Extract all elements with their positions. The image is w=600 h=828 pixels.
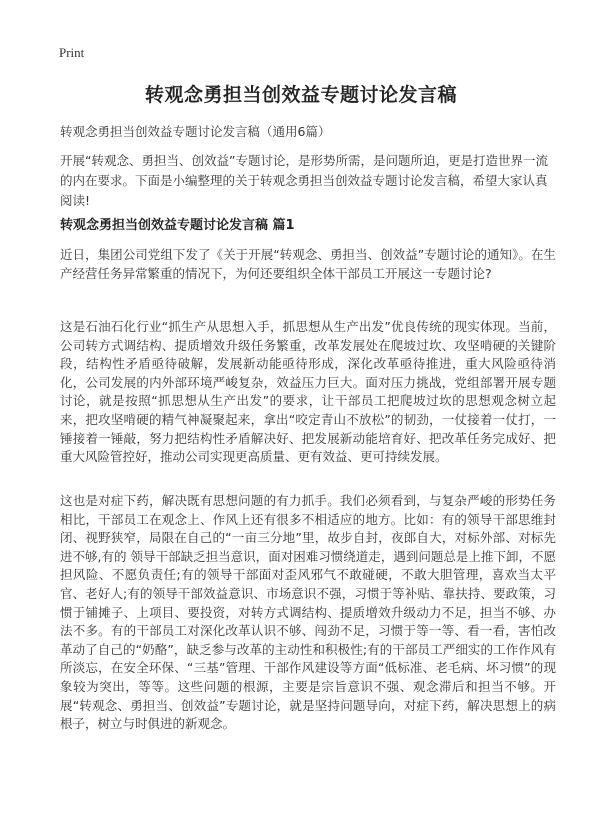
document-subtitle: 转观念勇担当创效益专题讨论发言稿（通用6篇）	[60, 124, 331, 139]
page-title: 转观念勇担当创效益专题讨论发言稿	[144, 84, 457, 106]
intro-paragraph: 开展“转观念、勇担当、创效益”专题讨论，是形势所需，是问题所迫，更是打造世界一流的内在要求。下面是小编整理的关于转观念勇担当创效益专题讨论发言稿，希望大家认真阅读!	[60, 153, 548, 208]
body-paragraph: 近日，集团公司党组下发了《关于开展“转观念、勇担当、创效益”专题讨论的通知》。在生产经营任务异常繁重的情况下，为何还要组织全体干部员工开展这一专题讨论?	[60, 247, 556, 281]
body-paragraph: 这是石油石化行业“抓生产从思想入手，抓思想从生产出发”优良传统的现实体现。当前，公司转方式调结构、提质增效升级任务繁重，改革发展处在爬坡过坎、攻坚啃硬的关键阶段，结构性矛盾亟待破解，发展新动能亟待形成，深化改革亟待推进，重大风险亟待消化，公司发展的内外部环境严峻复杂，效益压力巨大。面对压力挑战，党组部署开展专题讨论，就是按照“抓思想从生产出发”的要求，让干部员工把爬坡过坎的思想观念树立起来，把攻坚啃硬的精气神凝聚起来，拿出“咬定青山不放松”的韧劲，一仗接着一仗打，一锤接着一锤敲，努力把结构性矛盾解决好、把发展新动能培育好、把改革任务完成好、把重大风险管控好，推动公司实现更高质量、更有效益、更可持续发展。	[60, 319, 556, 465]
print-link[interactable]: Print	[59, 45, 85, 60]
body-paragraph: 这也是对症下药，解决既有思想问题的有力抓手。我们必须看到，与复杂严峻的形势任务相比，干部员工在观念上、作风上还有很多不相适应的地方。比如：有的领导干部思维封闭、视野狭窄，局限在自己的“一亩三分地”里，故步自封，夜郎自大，对标外部、对标先进不够,有的 领导干部缺乏担当意识，面对困难习惯绕道走，遇到问题总是上推下卸，不愿担风险、不愿负责任;有的领导干部面对歪风邪气不敢碰硬，不敢大胆管理，喜欢当太平官、老好人;有的领导干部效益意识、市场意识不强，习惯于等补贴、靠扶持、要政策，习惯于铺摊子、上项目、要投资，对转方式调结构、提质增效升级动力不足，担当不够、办法不多。有的干部员工对深化改革认识不够、闯劲不足，习惯于等一等、看一看，害怕改革动了自己的“奶酪”，缺乏参与改革的主动性和积极性;有的干部员工严细实的工作作风有所淡忘，在安全环保、“三基”管理、干部作风建设等方面“低标准、老毛病、坏习惯”的现象较为突出，等等。这些问题的根源，主要是宗旨意识不强、观念滞后和担当不够。开展“转观念、勇担当、创效益”专题讨论，就是坚持问题导向，对症下药，解决思想上的病根子，树立与时俱进的新观念。	[60, 493, 556, 732]
section-heading: 转观念勇担当创效益专题讨论发言稿 篇1	[60, 218, 295, 233]
